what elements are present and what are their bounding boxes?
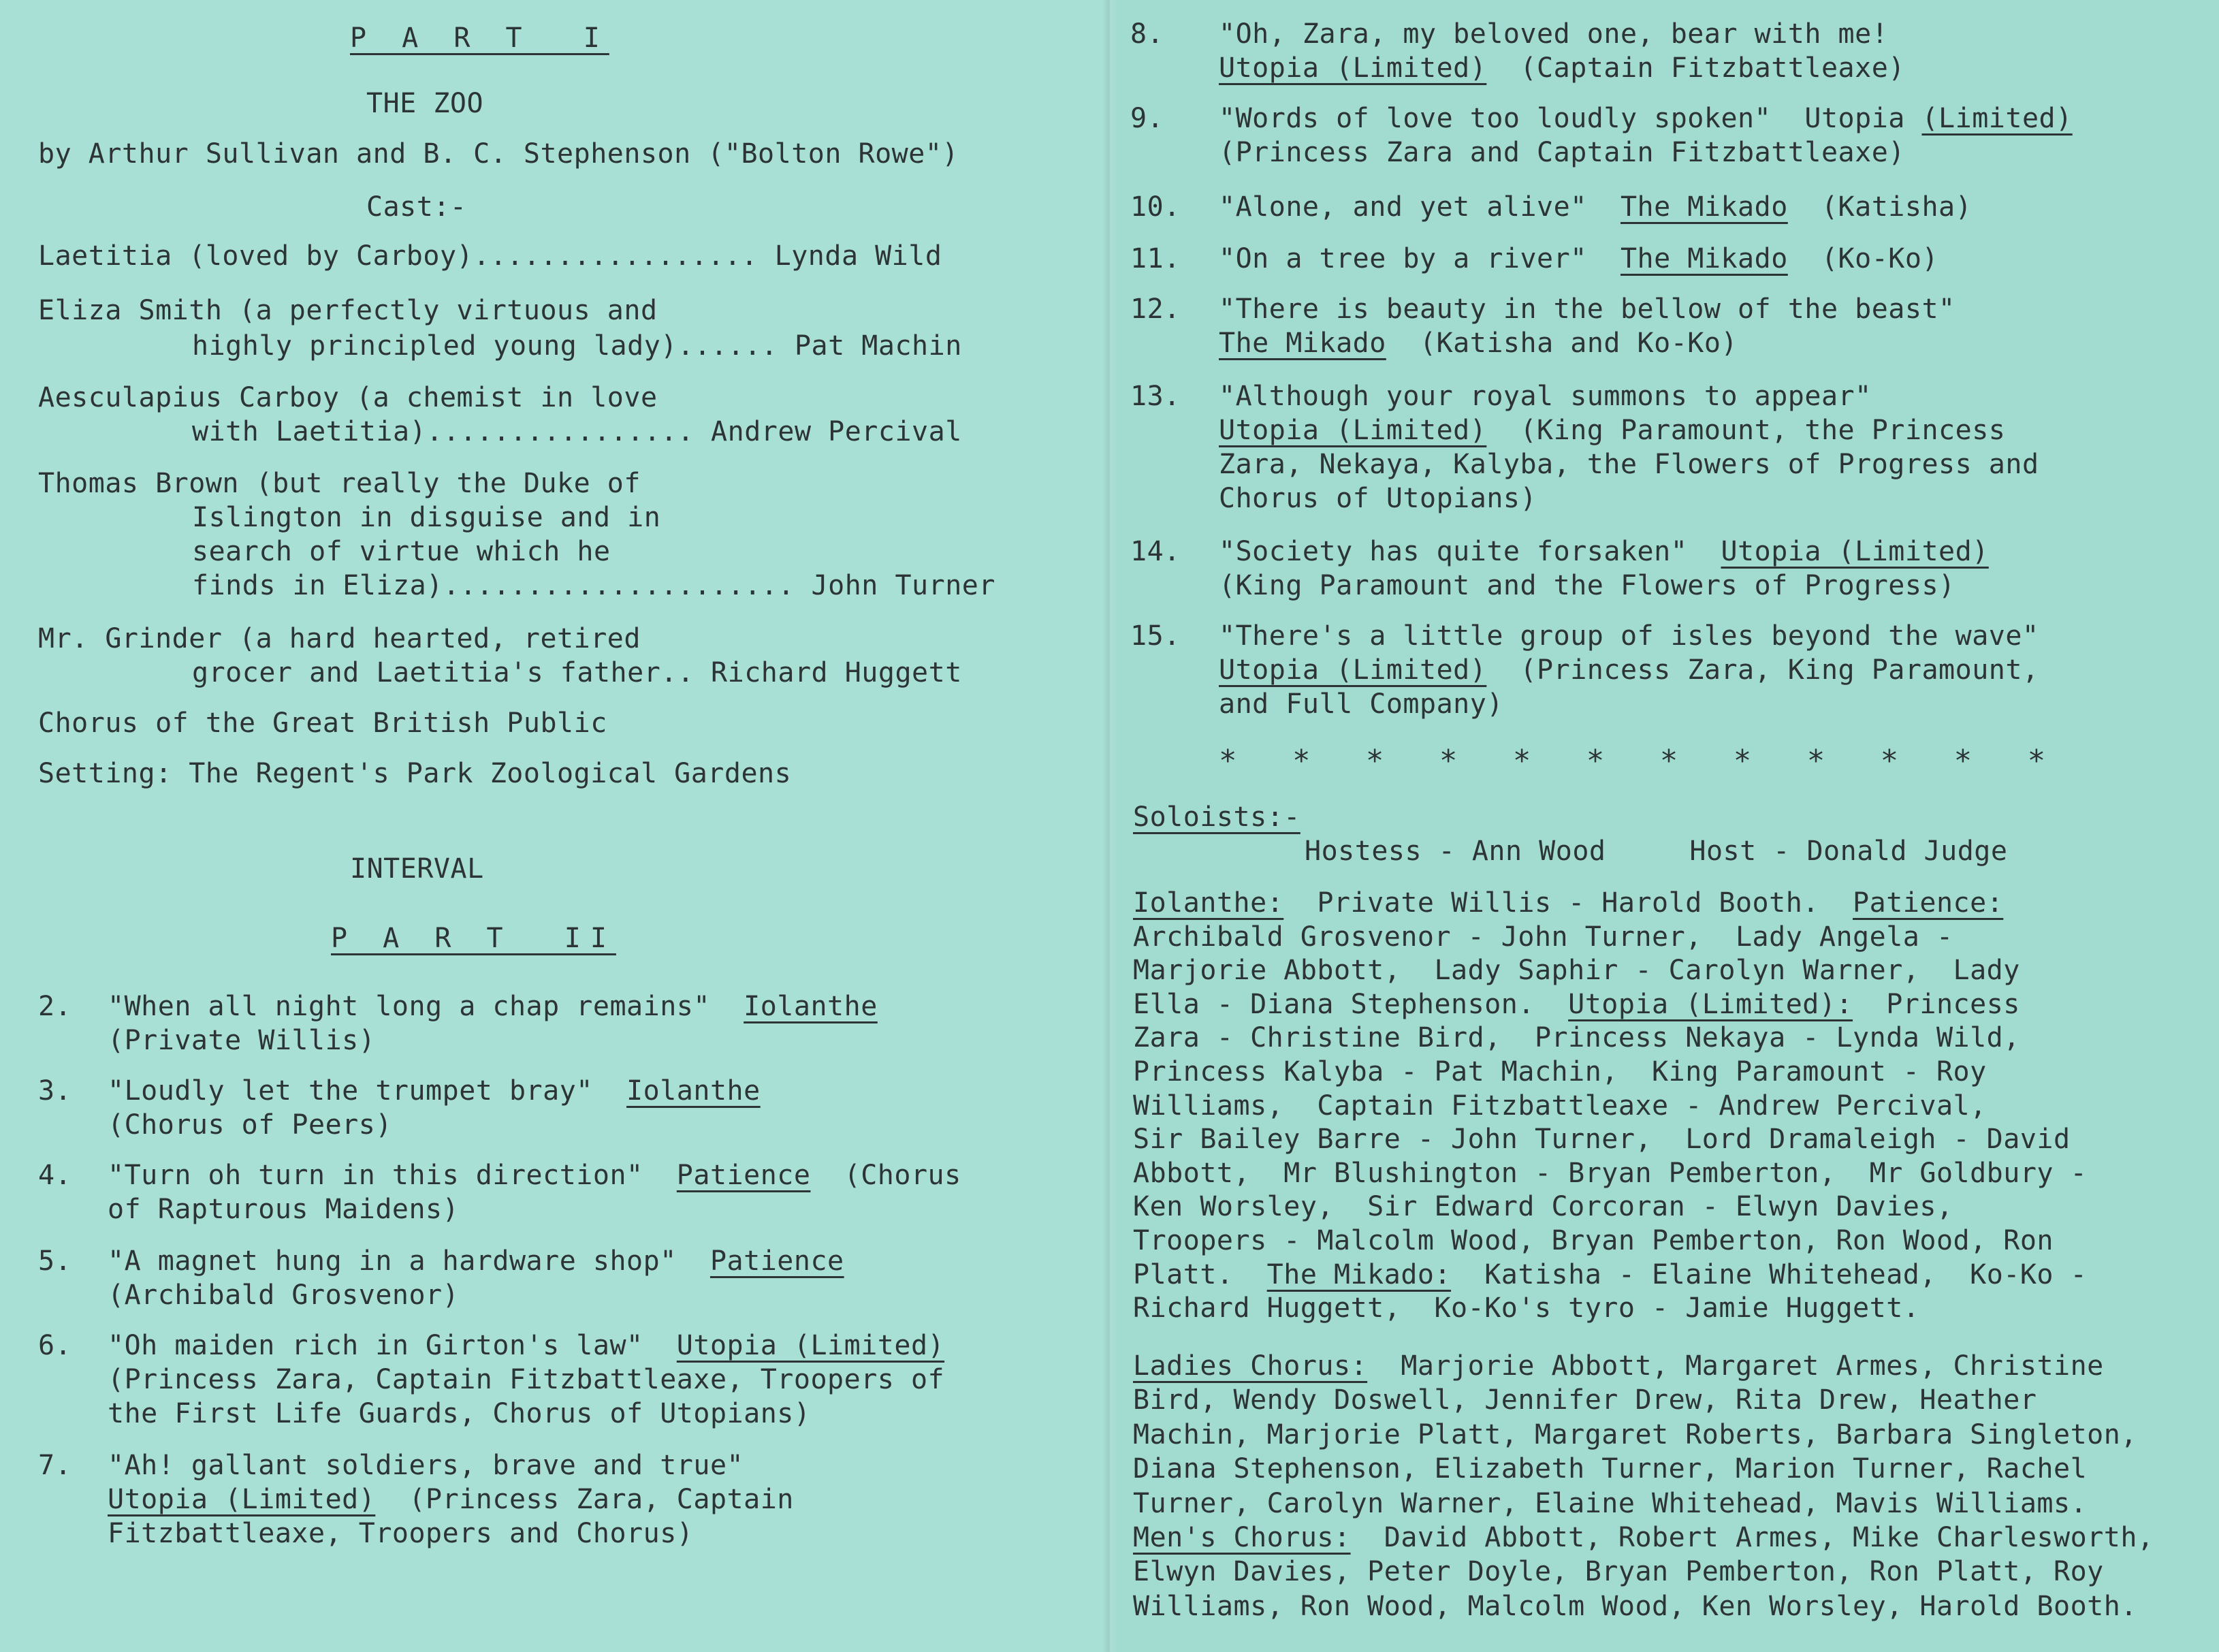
line-text: "There's a little group of isles beyond the wave" bbox=[1219, 620, 2039, 652]
hosts-line: Hostess - Ann Wood Host - Donald Judge bbox=[1305, 836, 2008, 867]
soloists-line bbox=[1133, 885, 2003, 921]
soloists-line bbox=[1133, 987, 2020, 1022]
cast-heading: Cast:- bbox=[366, 191, 467, 223]
line-text: Marjorie Abbott, Margaret Armes, Christine bbox=[1367, 1350, 2104, 1382]
item-line bbox=[108, 1516, 693, 1551]
line-text: (Princess Zara, Captain Fitzbattleaxe, Troopers of bbox=[108, 1364, 945, 1395]
item-number: 2. bbox=[38, 991, 72, 1022]
line-text: "Although your royal summons to appear" bbox=[1219, 381, 1872, 412]
line-text: Platt. bbox=[1133, 1258, 1267, 1290]
soloists-line bbox=[1133, 953, 2020, 988]
item-number: 11. bbox=[1130, 243, 1181, 274]
chorus-line bbox=[1133, 1417, 2137, 1452]
cast-line: grocer and Laetitia's father.. Richard Huggett bbox=[192, 657, 962, 688]
cast-line: Thomas Brown (but really the Duke of bbox=[38, 468, 641, 499]
line-text: David Abbott, Robert Armes, Mike Charlesworth, bbox=[1350, 1522, 2154, 1553]
item-line bbox=[108, 1362, 944, 1397]
title-reference: Iolanthe bbox=[626, 1075, 761, 1107]
chorus-line bbox=[1133, 1520, 2154, 1555]
line-text: "Words of love too loudly spoken" Utopia bbox=[1219, 103, 1922, 134]
title-reference: Iolanthe bbox=[744, 991, 878, 1022]
item-number: 8. bbox=[1130, 18, 1164, 50]
line-text: Sir Bailey Barre - John Turner, Lord Dramaleigh - David bbox=[1133, 1124, 2071, 1156]
item-line bbox=[1219, 379, 1872, 414]
soloists-line bbox=[1133, 1189, 1953, 1224]
item-line bbox=[108, 1277, 459, 1313]
item-line bbox=[1219, 686, 1503, 722]
item-line bbox=[1219, 618, 2039, 654]
title-reference: Utopia (Limited) bbox=[1219, 415, 1487, 446]
line-text: "Turn oh turn in this direction" bbox=[108, 1160, 677, 1191]
line-text: Machin, Marjorie Platt, Margaret Roberts, Barbara Singleton, bbox=[1133, 1418, 2137, 1450]
line-text: "There is beauty in the bellow of the beast" bbox=[1219, 293, 1955, 325]
line-text: Ella - Diana Stephenson. bbox=[1133, 988, 1569, 1020]
cast-line: Aesculapius Carboy (a chemist in love bbox=[38, 382, 658, 413]
item-line bbox=[108, 1073, 761, 1109]
right-page bbox=[1110, 0, 2219, 1652]
item-number: 6. bbox=[38, 1330, 72, 1361]
line-text: Katisha - Elaine Whitehead, Ko-Ko - bbox=[1451, 1258, 2088, 1290]
title-reference: Men's Chorus: bbox=[1133, 1522, 1351, 1553]
line-text: (Katisha and Ko-Ko) bbox=[1386, 328, 1738, 359]
item-line bbox=[108, 1396, 810, 1431]
item-line bbox=[1219, 447, 2039, 482]
interval-label: INTERVAL bbox=[350, 853, 484, 885]
soloists-line bbox=[1133, 1156, 2087, 1191]
line-text: and Full Company) bbox=[1219, 688, 1503, 720]
title-reference: Ladies Chorus: bbox=[1133, 1350, 1368, 1382]
item-number: 3. bbox=[38, 1075, 72, 1107]
line-text: Fitzbattleaxe, Troopers and Chorus) bbox=[108, 1518, 694, 1549]
line-text: Archibald Grosvenor - John Turner, Lady Angela - bbox=[1133, 921, 1953, 953]
title-reference: Patience bbox=[709, 1245, 844, 1277]
title-reference: Utopia (Limited): bbox=[1568, 988, 1853, 1020]
line-text: "Oh, Zara, my beloved one, bear with me! bbox=[1219, 18, 1889, 50]
item-line bbox=[1219, 135, 1905, 170]
chorus-line bbox=[1133, 1589, 2137, 1624]
title-reference: The Mikado: bbox=[1266, 1258, 1452, 1290]
soloists-line bbox=[1133, 1054, 1987, 1090]
part-two-heading: P A R T II bbox=[331, 923, 616, 954]
item-number: 7. bbox=[38, 1450, 72, 1481]
cast-line: Eliza Smith (a perfectly virtuous and bbox=[38, 295, 658, 326]
cast-line: Mr. Grinder (a hard hearted, retired bbox=[38, 623, 641, 654]
line-text: (Chorus of Peers) bbox=[108, 1109, 392, 1141]
item-line bbox=[1219, 189, 1972, 225]
item-number: 10. bbox=[1130, 191, 1181, 223]
item-line bbox=[1219, 534, 1989, 569]
item-line bbox=[108, 1107, 392, 1143]
title-reference: Utopia (Limited) bbox=[1219, 52, 1487, 84]
line-text: Abbott, Mr Blushington - Bryan Pemberton, Mr Goldbury - bbox=[1133, 1157, 2088, 1189]
line-text: Zara, Nekaya, Kalyba, the Flowers of Progress and bbox=[1219, 449, 2039, 480]
cast-line: highly principled young lady)...... Pat Machin bbox=[192, 330, 962, 362]
star-divider: * * * * * * * * * * * * bbox=[1219, 744, 2046, 778]
item-line bbox=[108, 1328, 944, 1363]
item-number: 15. bbox=[1130, 620, 1181, 652]
line-text: the First Life Guards, Chorus of Utopians) bbox=[108, 1398, 811, 1429]
title-reference: The Mikado bbox=[1620, 243, 1788, 274]
title-reference: The Mikado bbox=[1219, 328, 1386, 359]
item-number: 4. bbox=[38, 1160, 72, 1191]
chorus-line bbox=[1133, 1451, 2087, 1487]
item-line bbox=[1219, 291, 1955, 327]
line-text: Marjorie Abbott, Lady Saphir - Carolyn Warner, Lady bbox=[1133, 955, 2020, 987]
chorus-line bbox=[1133, 1382, 2037, 1418]
item-line bbox=[108, 989, 878, 1024]
item-line bbox=[1219, 413, 2005, 448]
line-text: Private Willis - Harold Booth. bbox=[1283, 887, 1853, 919]
item-number: 12. bbox=[1130, 293, 1181, 325]
cast-line: finds in Eliza)..................... John Turner bbox=[192, 570, 995, 601]
soloists-line bbox=[1133, 1290, 1919, 1326]
soloists-line bbox=[1133, 1122, 2071, 1157]
item-line bbox=[108, 1192, 459, 1227]
line-text: (Private Willis) bbox=[108, 1025, 376, 1056]
line-text: (King Paramount and the Flowers of Progress) bbox=[1219, 570, 1955, 601]
item-line bbox=[1219, 241, 1938, 276]
item-line bbox=[1219, 16, 1888, 52]
line-text: Diana Stephenson, Elizabeth Turner, Marion Turner, Rachel bbox=[1133, 1453, 2088, 1485]
chorus-line bbox=[1133, 1486, 2087, 1521]
item-line bbox=[1219, 652, 2039, 688]
line-text: of Rapturous Maidens) bbox=[108, 1194, 460, 1225]
piece-title: THE ZOO bbox=[366, 88, 484, 119]
line-text: "Loudly let the trumpet bray" bbox=[108, 1075, 627, 1107]
line-text: Zara - Christine Bird, Princess Nekaya - Lynda Wild, bbox=[1133, 1022, 2020, 1054]
line-text: (Princess Zara and Captain Fitzbattleaxe) bbox=[1219, 137, 1905, 168]
title-reference: Utopia (Limited) bbox=[1721, 536, 1989, 567]
line-text: Richard Huggett, Ko-Ko's tyro - Jamie Huggett. bbox=[1133, 1292, 1920, 1324]
part-one-heading: P A R T I bbox=[350, 22, 609, 54]
by-line: by Arthur Sullivan and B. C. Stephenson ("Bolton Rowe") bbox=[38, 138, 959, 170]
item-number: 9. bbox=[1130, 103, 1164, 134]
soloists-line bbox=[1133, 1257, 2087, 1292]
cast-line: Chorus of the Great British Public bbox=[38, 708, 607, 739]
line-text: "When all night long a chap remains" bbox=[108, 991, 744, 1022]
cast-line: Setting: The Regent's Park Zoological Gardens bbox=[38, 758, 792, 789]
title-reference: Patience bbox=[676, 1160, 811, 1191]
soloists-line bbox=[1133, 1223, 2054, 1258]
line-text: (Chorus bbox=[810, 1160, 961, 1191]
line-text: (Katisha) bbox=[1787, 191, 1973, 223]
line-text: (King Paramount, the Princess bbox=[1486, 415, 2006, 446]
item-line bbox=[1219, 325, 1738, 361]
item-number: 14. bbox=[1130, 536, 1181, 567]
item-line bbox=[1219, 101, 2073, 136]
soloists-line bbox=[1133, 1088, 1987, 1124]
page-fold bbox=[1102, 0, 1118, 1652]
line-text: Bird, Wendy Doswell, Jennifer Drew, Rita Drew, Heather bbox=[1133, 1384, 2037, 1416]
title-reference: (Limited) bbox=[1921, 103, 2073, 134]
cast-line: Islington in disguise and in bbox=[192, 502, 661, 533]
title-reference: Iolanthe: bbox=[1133, 887, 1284, 919]
line-text: (Princess Zara, King Paramount, bbox=[1486, 654, 2039, 686]
item-number: 5. bbox=[38, 1245, 72, 1277]
soloists-line bbox=[1133, 1020, 2020, 1055]
line-text: Turner, Carolyn Warner, Elaine Whitehead, Mavis Williams. bbox=[1133, 1487, 2088, 1519]
line-text: "Alone, and yet alive" bbox=[1219, 191, 1621, 223]
cast-line: search of virtue which he bbox=[192, 536, 611, 567]
item-line bbox=[108, 1482, 794, 1517]
item-line bbox=[1219, 481, 1537, 516]
item-line bbox=[108, 1243, 844, 1279]
soloists-line bbox=[1133, 919, 1953, 955]
line-text: (Archibald Grosvenor) bbox=[108, 1280, 460, 1311]
title-reference: Patience: bbox=[1853, 887, 2004, 919]
item-line bbox=[108, 1158, 961, 1193]
line-text: "On a tree by a river" bbox=[1219, 243, 1621, 274]
left-page bbox=[0, 0, 1109, 1652]
line-text: (Ko-Ko) bbox=[1787, 243, 1939, 274]
line-text: Princess bbox=[1853, 988, 2020, 1020]
title-reference: Utopia (Limited) bbox=[676, 1330, 945, 1361]
item-line bbox=[1219, 568, 1955, 603]
chorus-line bbox=[1133, 1554, 2104, 1589]
cast-line: with Laetitia)................ Andrew Percival bbox=[192, 416, 962, 447]
line-text: Williams, Ron Wood, Malcolm Wood, Ken Worsley, Harold Booth. bbox=[1133, 1590, 2137, 1622]
line-text: "A magnet hung in a hardware shop" bbox=[108, 1245, 710, 1277]
title-reference: Utopia (Limited) bbox=[1219, 654, 1487, 686]
line-text: Ken Worsley, Sir Edward Corcoran - Elwyn Davies, bbox=[1133, 1191, 1953, 1223]
line-text: Chorus of Utopians) bbox=[1219, 483, 1537, 514]
line-text: Troopers - Malcolm Wood, Bryan Pemberton, Ron Wood, Ron bbox=[1133, 1225, 2054, 1256]
soloists-heading: Soloists:- bbox=[1133, 801, 1300, 833]
item-line bbox=[108, 1023, 375, 1058]
line-text: "Society has quite forsaken" bbox=[1219, 536, 1721, 567]
line-text: "Ah! gallant soldiers, brave and true" bbox=[108, 1450, 744, 1481]
item-line bbox=[1219, 50, 1905, 86]
item-number: 13. bbox=[1130, 381, 1181, 412]
line-text: (Captain Fitzbattleaxe) bbox=[1486, 52, 1905, 84]
title-reference: Utopia (Limited) bbox=[108, 1484, 376, 1515]
cast-line: Laetitia (loved by Carboy)................. Lynda Wild bbox=[38, 240, 942, 272]
item-line bbox=[108, 1448, 744, 1483]
line-text: Elwyn Davies, Peter Doyle, Bryan Pemberton, Ron Platt, Roy bbox=[1133, 1556, 2104, 1588]
line-text: Princess Kalyba - Pat Machin, King Paramount - Roy bbox=[1133, 1056, 1987, 1087]
title-reference: The Mikado bbox=[1620, 191, 1788, 223]
chorus-line bbox=[1133, 1348, 2104, 1384]
line-text: "Oh maiden rich in Girton's law" bbox=[108, 1330, 677, 1361]
line-text: (Princess Zara, Captain bbox=[375, 1484, 794, 1515]
line-text: Williams, Captain Fitzbattleaxe - Andrew Percival, bbox=[1133, 1090, 1987, 1122]
